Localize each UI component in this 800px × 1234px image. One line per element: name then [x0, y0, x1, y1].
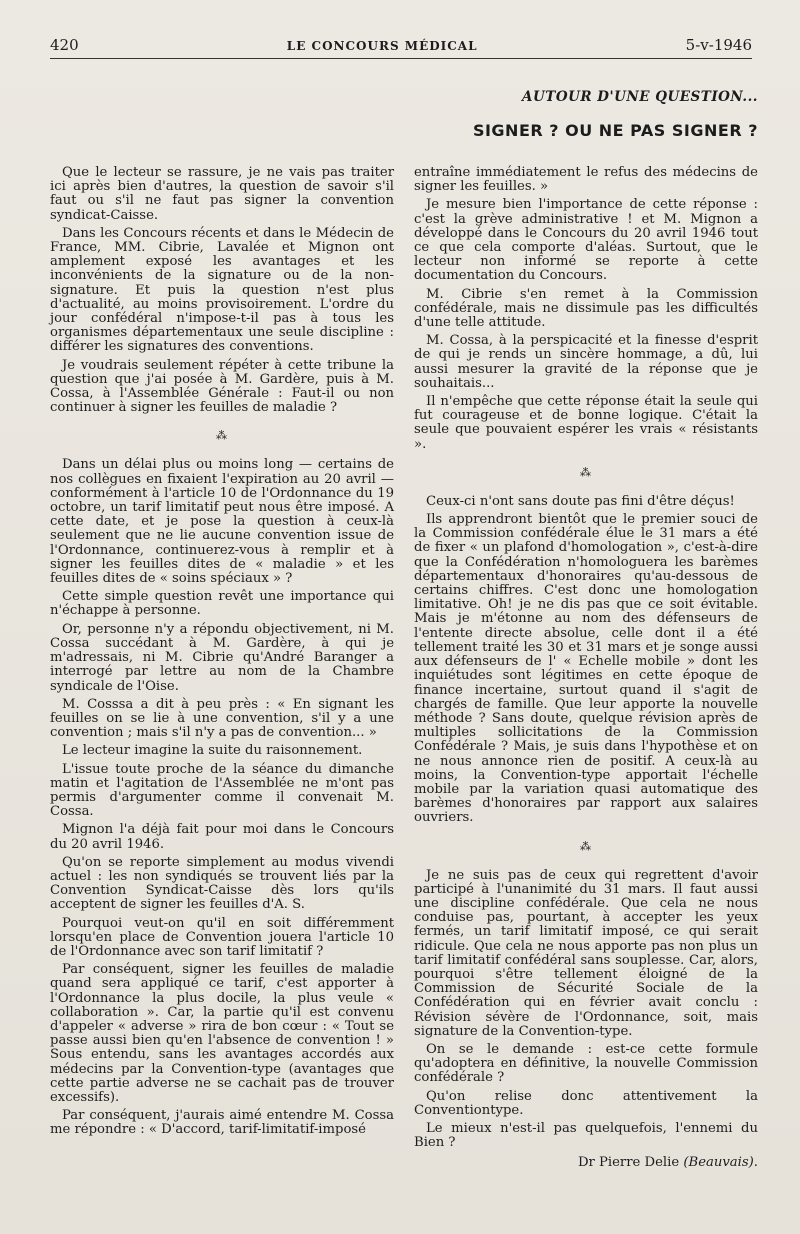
- right-column: [414, 166, 758, 1171]
- paragraph: On se le demande : est-ce cette formule qu'adoptera en définitive, la nouvelle Commission confédérale ?: [414, 1041, 758, 1086]
- paragraph: M. Cibrie s'en remet à la Commission confédérale, mais ne dissimule pas les difficultés d'une telle attitude.: [414, 286, 758, 331]
- paragraph: Par conséquent, signer les feuilles de maladie quand sera appliqué ce tarif, c'est apporter à l'Ordonnance la plus docile, la plus veule « collaboration ». Car, la partie qu'il est convenu d'appeler « adverse » rira de bon cœur : « Tout se passe aussi bien qu'en l'absence de convention ! » Sous entendu, sans les avantages accordés aux médecins par la Convention-type (avantages que cette partie adverse ne se cachait pas de trouver excessifs).: [50, 962, 394, 1105]
- author-name: Dr Pierre Delie: [577, 1155, 680, 1171]
- journal-title: LE CONCOURS MÉDICAL: [286, 39, 478, 53]
- paragraph: Je voudrais seulement répéter à cette tribune la question que j'ai posée à M. Gardère, puis à M. Cossa, à l'Assemblée Générale : Faut-il ou non continuer à signer les feuilles de maladie ?: [50, 357, 394, 416]
- paragraph: Je mesure bien l'importance de cette réponse : c'est la grève administrative ! et M. Mignon a développé dans le Concours du 20 avril 1946 tout ce que cela comporte d'aléas. Surtout, que le lecteur non informé se reporte à cette documentation du Concours.: [414, 197, 758, 284]
- page-number: 420: [50, 36, 79, 54]
- paragraph: Je ne suis pas de ceux qui regrettent d'avoir participé à l'unanimité du 31 mars. Il faut aussi une discipline confédérale. Que cela ne nous conduise pas, pourtant, à accepter les yeux fermés, un tarif limitatif imposé, ce qui serait ridicule. Que cela ne nous apporte pas non plus un tarif limitatif confédéral sans souplesse. Car, alors, pourquoi s'être tellement éloigné de la Commission de Sécurité Sociale de la Confédération qui en février avait conclu : Révision sévère de l'Ordonnance, soit, mais signature de la Convention-type.: [414, 867, 758, 1039]
- paragraph: entraîne immédiatement le refus des médecins de signer les feuilles. »: [414, 165, 758, 195]
- paragraph: Dans un délai plus ou moins long — certains de nos collègues en fixaient l'expiration au 20 avril — conformément à l'article 10 de l'Ordonnance du 19 octobre, un tarif limitatif peut nous être imposé. A cette date, et je pose la question à ceux-là seulement que ne lie aucune convention issue de l'Ordonnance, continuerez-vous à remplir et à signer les feuilles dites de « maladie » et les feuilles dites de « soins spéciaux » ?: [50, 457, 394, 587]
- article-body: [50, 166, 758, 1171]
- paragraph: Mignon l'a déjà fait pour moi dans le Concours du 20 avril 1946.: [50, 822, 394, 852]
- article-kicker: AUTOUR D'UNE QUESTION...: [522, 89, 758, 105]
- author-signature: [414, 1156, 758, 1170]
- paragraph: Or, personne n'y a répondu objectivement, ni M. Cossa succédant à M. Gardère, à qui je m'adressais, ni M. Cibrie qu'André Baranger a interrogé par lettre au nom de la Chambre syndicale de l'Oise.: [50, 621, 394, 694]
- issue-date: 5-v-1946: [685, 36, 752, 54]
- paragraph: Cette simple question revêt une importance qui n'échappe à personne.: [50, 589, 394, 619]
- section-asterism: ⁂: [580, 839, 592, 853]
- paragraph: Ils apprendront bientôt que le premier souci de la Commission confédérale élue le 31 mars a été de fixer « un plafond d'homologation », c'est-à-dire que la Confédération n'homologuera les barèmes départementaux d'honoraires qu'au-dessous de certains chiffres. C'est donc une homologation limitative. Oh! je ne dis pas que ce soit évitable. Mais je m'étonne au nom des défenseurs de l'entente directe absolue, celle dont il a été tellement traité les 30 et 31 mars et je songe aussi aux défenseurs de l' « Echelle mobile » dont les inquiétudes sont légitimes en cette époque de finance incertaine, surtout quand il s'agit de chargés de famille. Que leur apporte la nouvelle méthode ? Sans doute, quelque révision après de multiples sollicitations de la Commission Confédérale ? Mais, je suis dans l'hypothèse et on ne nous annonce rien de positif. A ceux-là au moins, la Convention-type apportait l'échelle mobile par la variation quasi automatique des barèmes d'honoraires par rapport aux salaires ouvriers.: [414, 512, 758, 826]
- paragraph: Par conséquent, j'aurais aimé entendre M. Cossa me répondre : « D'accord, tarif-limitatif-imposé: [50, 1108, 394, 1138]
- paragraph: Que le lecteur se rassure, je ne vais pas traiter ici après bien d'autres, la question de savoir s'il faut ou s'il ne faut pas signer la convention syndicat-Caisse.: [50, 165, 394, 223]
- paragraph: Qu'on relise donc attentivement la Conventiontype.: [414, 1088, 758, 1118]
- paragraph: M. Cossa, à la perspicacité et la finesse d'esprit de qui je rends un sincère hommage, a dû, lui aussi mesurer la gravité de la réponse que je souhaitais...: [414, 333, 758, 391]
- paragraph: Il n'empêche que cette réponse était la seule qui fut courageuse et de bonne logique. C'était la seule que pouvaient espérer les vrais « résistants ».: [414, 394, 758, 452]
- section-asterism: ⁂: [216, 429, 228, 443]
- section-asterism: ⁂: [580, 465, 592, 479]
- paragraph: M. Cosssa a dit à peu près : « En signant les feuilles on se lie à une convention, s'il y a une convention ; mais s'il n'y a pas de convention... »: [50, 696, 394, 741]
- paragraph: Le mieux n'est-il pas quelquefois, l'ennemi du Bien ?: [414, 1120, 758, 1151]
- article-headline: SIGNER ? OU NE PAS SIGNER ?: [472, 121, 758, 140]
- author-city: (Beauvais).: [683, 1155, 758, 1171]
- paragraph: Qu'on se reporte simplement au modus vivendi actuel : les non syndiqués se trouvent liés par la Convention Syndicat-Caisse dès lors qu'ils acceptent de signer les feuilles d'A. S.: [50, 854, 394, 913]
- paragraph: Ceux-ci n'ont sans doute pas fini d'être déçus!: [426, 493, 735, 509]
- paragraph: Le lecteur imagine la suite du raisonnement.: [62, 743, 363, 759]
- left-column: [50, 166, 394, 1171]
- paragraph: Dans les Concours récents et dans le Médecin de France, MM. Cibrie, Lavalée et Mignon ont amplement exposé les avantages et les inconvénients de la signature ou de la non-signature. Et puis la question n'est plus d'actualité, au moins provisoirement. L'ordre du jour confédéral n'impose-t-il pas à tous les organismes départementaux une seule discipline : différer les signatures des conventions.: [50, 225, 394, 355]
- running-head: [50, 36, 752, 59]
- paragraph: Pourquoi veut-on qu'il en soit différemment lorsqu'en place de Convention jouera l'article 10 de l'Ordonnance avec son tarif limitatif ?: [50, 915, 394, 959]
- paragraph: L'issue toute proche de la séance du dimanche matin et l'agitation de l'Assemblée ne m'ont pas permis d'argumenter comme il convenait M. Cossa.: [50, 761, 394, 820]
